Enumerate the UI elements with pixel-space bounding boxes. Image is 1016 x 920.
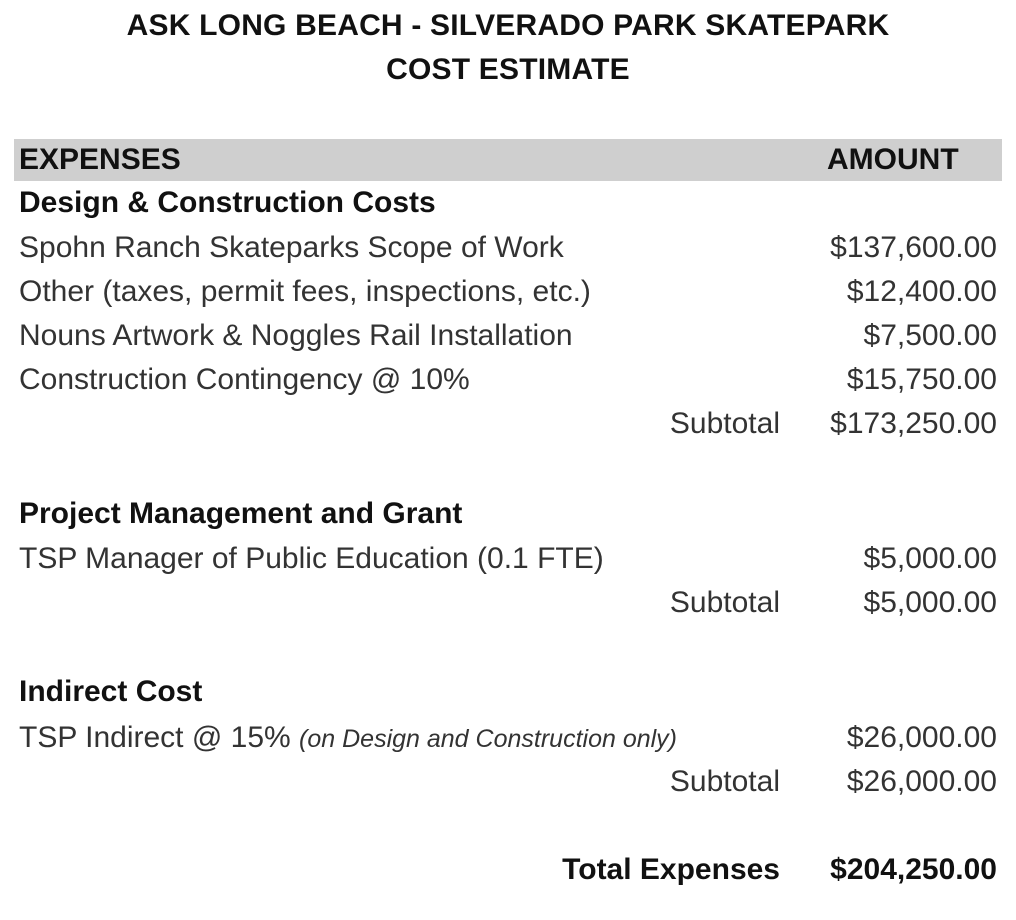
line-item-label: TSP Manager of Public Education (0.1 FTE)	[19, 542, 604, 575]
line-item-amount: $5,000.00	[863, 542, 997, 575]
line-item-amount: $26,000.00	[846, 721, 997, 754]
line-item-label: Other (taxes, permit fees, inspections, etc.)	[19, 275, 591, 308]
line-item-label: Nouns Artwork & Noggles Rail Installation	[19, 319, 573, 352]
total-expenses-amount: $204,250.00	[830, 853, 997, 886]
line-item-label: Spohn Ranch Skateparks Scope of Work	[19, 231, 564, 264]
section-title-project-management: Project Management and Grant	[19, 497, 463, 530]
line-item-note: (on Design and Construction only)	[299, 725, 678, 753]
subtotal-label: Subtotal	[669, 586, 780, 619]
line-item-amount: $137,600.00	[830, 231, 997, 264]
line-item-amount: $12,400.00	[846, 275, 997, 308]
expenses-column-header: EXPENSES	[19, 143, 181, 176]
amount-column-header: AMOUNT	[827, 143, 959, 176]
section-title-design-construction: Design & Construction Costs	[19, 186, 436, 219]
page-title-line-2: COST ESTIMATE	[386, 53, 630, 86]
subtotal-label: Subtotal	[669, 407, 780, 440]
subtotal-amount: $5,000.00	[863, 586, 997, 619]
line-item-label: Construction Contingency @ 10%	[19, 363, 470, 396]
subtotal-amount: $173,250.00	[830, 407, 997, 440]
subtotal-label: Subtotal	[669, 765, 780, 798]
total-expenses-label: Total Expenses	[562, 853, 780, 886]
section-title-indirect-cost: Indirect Cost	[19, 675, 203, 708]
subtotal-amount: $26,000.00	[846, 765, 997, 798]
line-item-amount: $7,500.00	[863, 319, 997, 352]
line-item-label	[19, 718, 677, 758]
line-item-amount: $15,750.00	[846, 363, 997, 396]
line-item-label-text: TSP Indirect @ 15%	[19, 721, 291, 754]
page-title-line-1: ASK LONG BEACH - SILVERADO PARK SKATEPARK	[126, 9, 890, 42]
